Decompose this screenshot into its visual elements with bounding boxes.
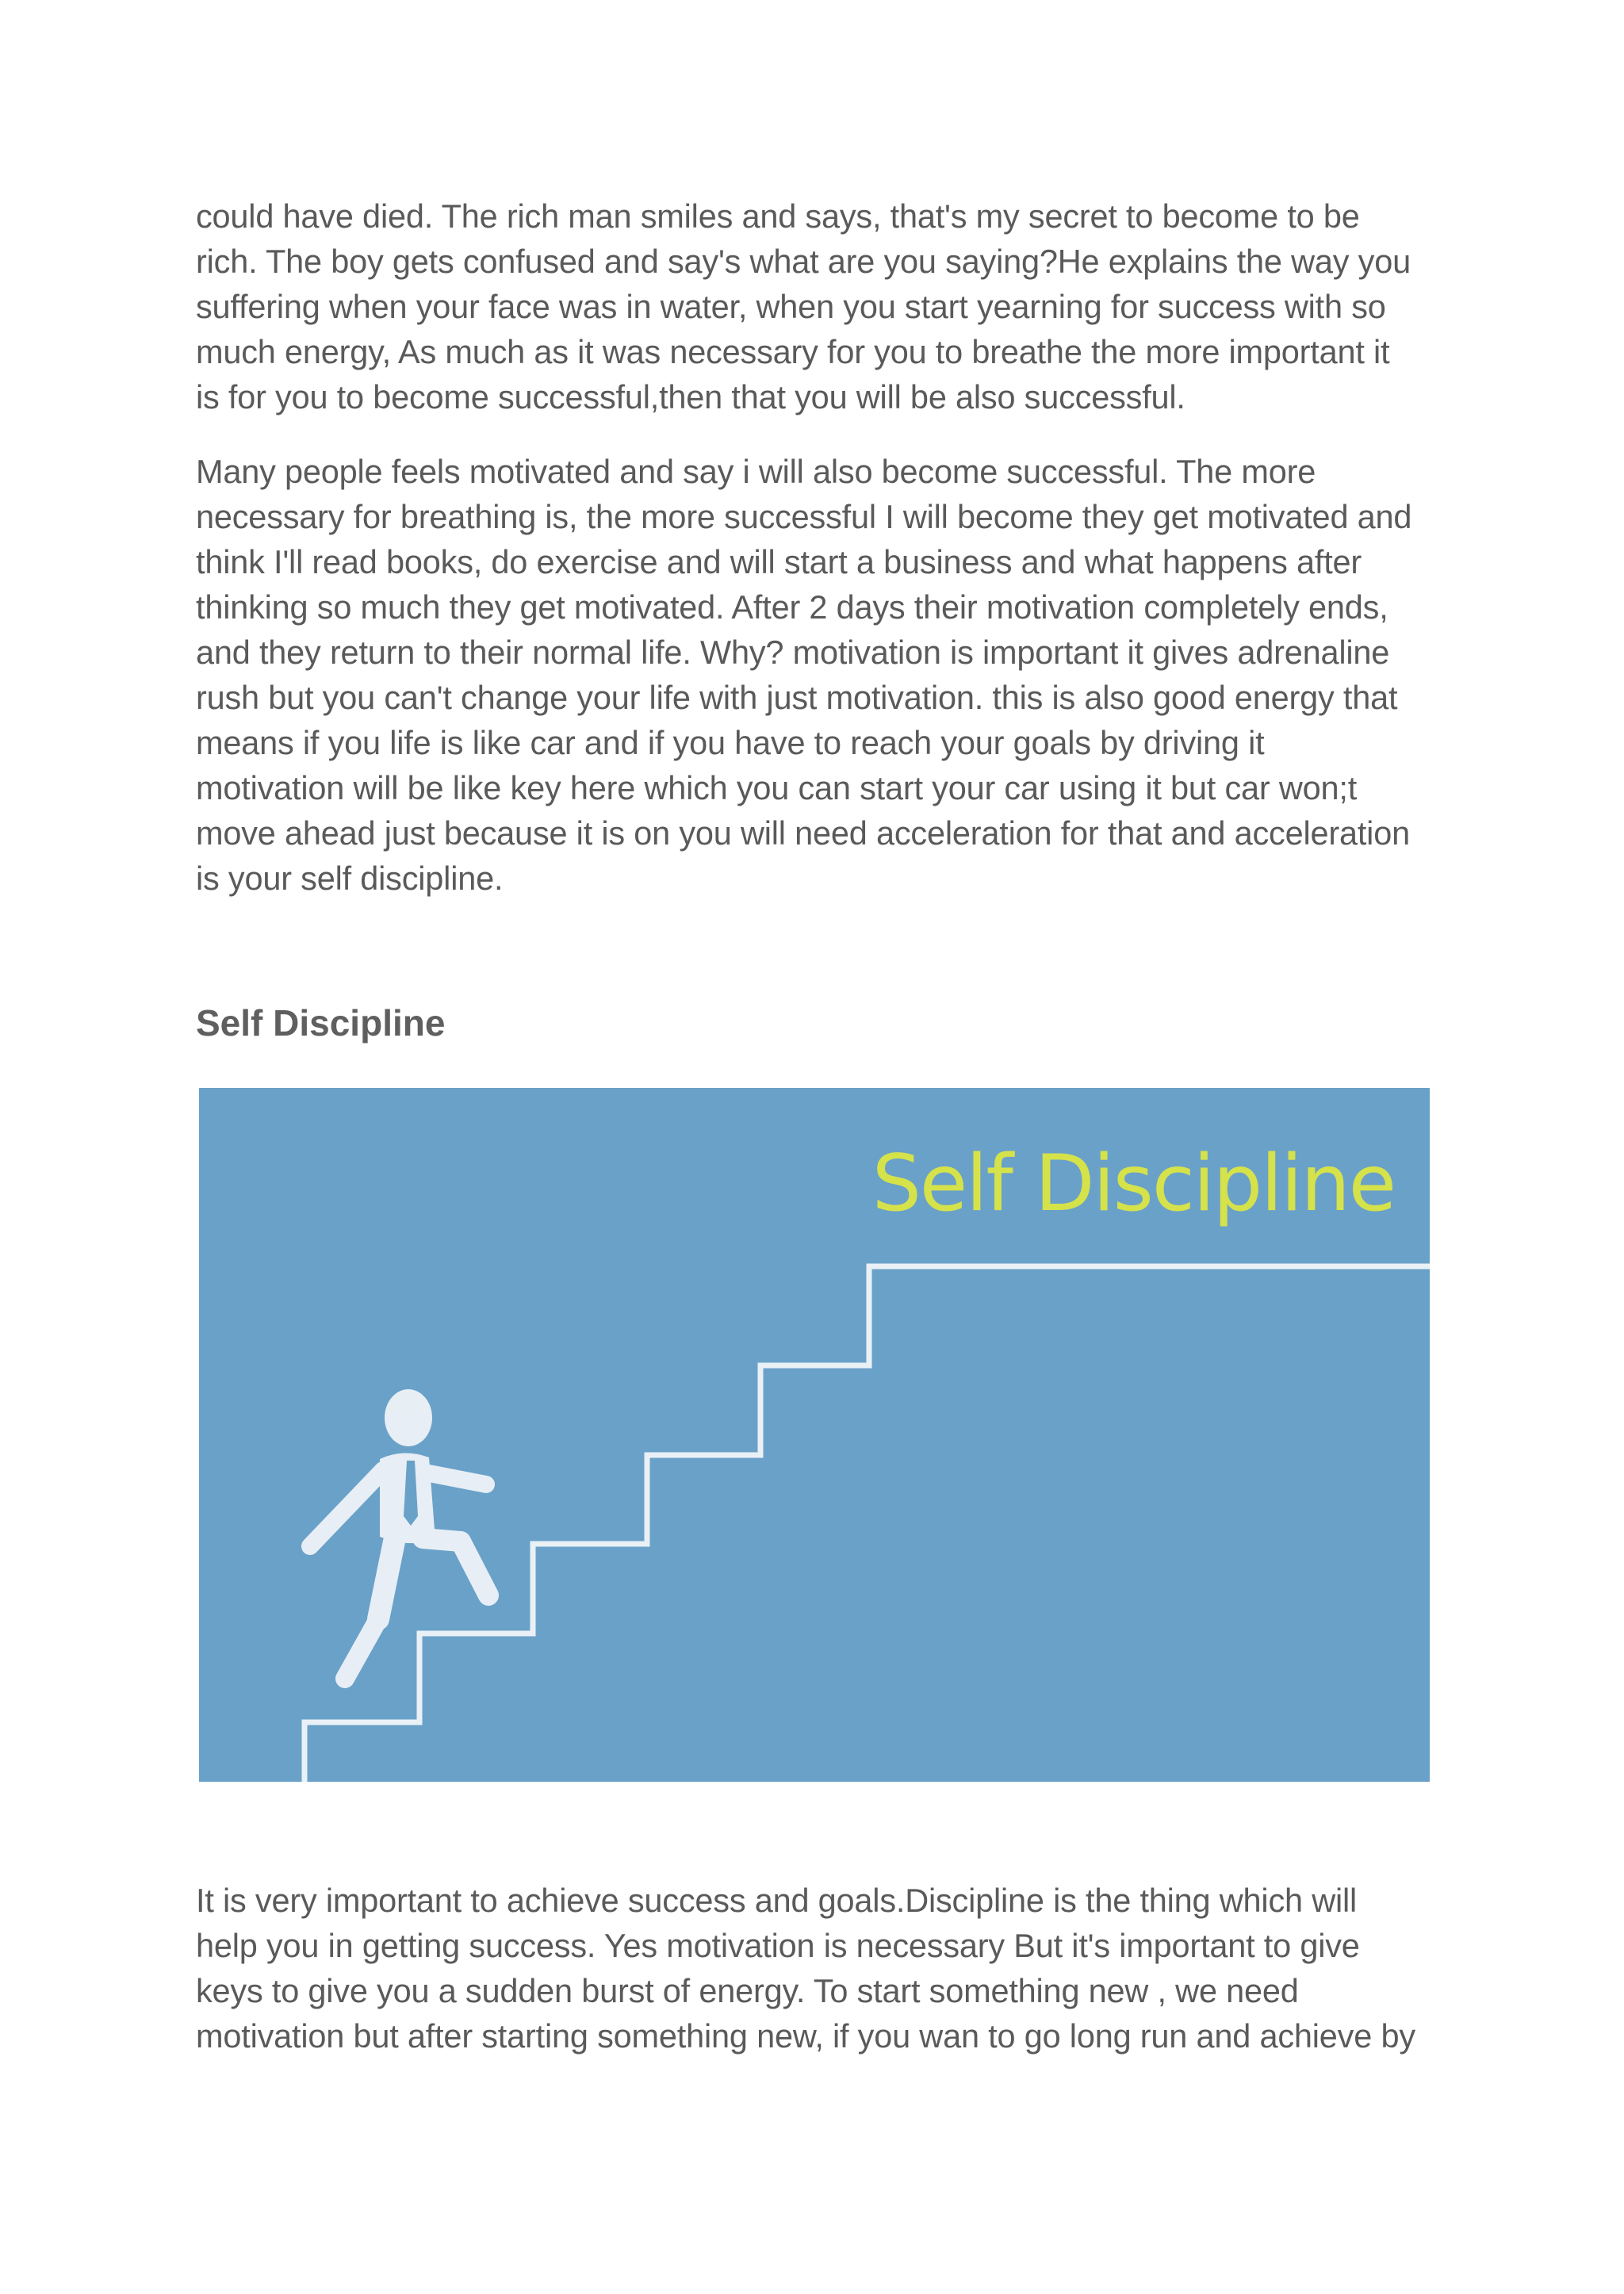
text-line: rush but you can't change your life with just motivation. this is also good energy that <box>196 679 1398 716</box>
text-line: keys to give you a sudden burst of energy. To start something new , we need <box>196 1972 1299 2009</box>
paragraph-rich-man-secret <box>196 193 1433 419</box>
section-heading: Self Discipline <box>196 1002 446 1044</box>
paragraph-motivation <box>196 449 1433 901</box>
text-line: is for you to become successful,then that you will be also successful. <box>196 378 1185 416</box>
text-line: is your self discipline. <box>196 860 504 897</box>
text-line: move ahead just because it is on you will need acceleration for that and acceleration <box>196 814 1410 852</box>
text-line: motivation but after starting something new, if you wan to go long run and achieve by <box>196 2017 1415 2055</box>
text-line: much energy, As much as it was necessary for you to breathe the more important it <box>196 333 1390 370</box>
text-line: help you in getting success. Yes motivation is necessary But it's important to give <box>196 1927 1360 1964</box>
illustration-title: Self Discipline <box>871 1139 1395 1229</box>
text-line: It is very important to achieve success and goals.Discipline is the thing which will <box>196 1882 1358 1919</box>
text-line: necessary for breathing is, the more successful I will become they get motivated and <box>196 498 1412 535</box>
text-line: and they return to their normal life. Why? motivation is important it gives adrenaline <box>196 634 1390 671</box>
text-line: rich. The boy gets confused and say's what are you saying?He explains the way you <box>196 243 1411 280</box>
text-line: thinking so much they get motivated. After 2 days their motivation completely ends, <box>196 588 1388 626</box>
text-line: Many people feels motivated and say i will also become successful. The more <box>196 453 1316 490</box>
text-line: means if you life is like car and if you have to reach your goals by driving it <box>196 724 1265 761</box>
paragraph-discipline-success <box>196 1878 1433 2058</box>
self-discipline-illustration <box>199 1088 1430 1782</box>
text-line: could have died. The rich man smiles and says, that's my secret to become to be <box>196 197 1360 235</box>
text-line: suffering when your face was in water, when you start yearning for success with so <box>196 288 1386 325</box>
text-line: think I'll read books, do exercise and will start a business and what happens after <box>196 543 1362 580</box>
text-line: motivation will be like key here which you can start your car using it but car won;t <box>196 769 1358 806</box>
illustration-svg <box>199 1088 1430 1782</box>
